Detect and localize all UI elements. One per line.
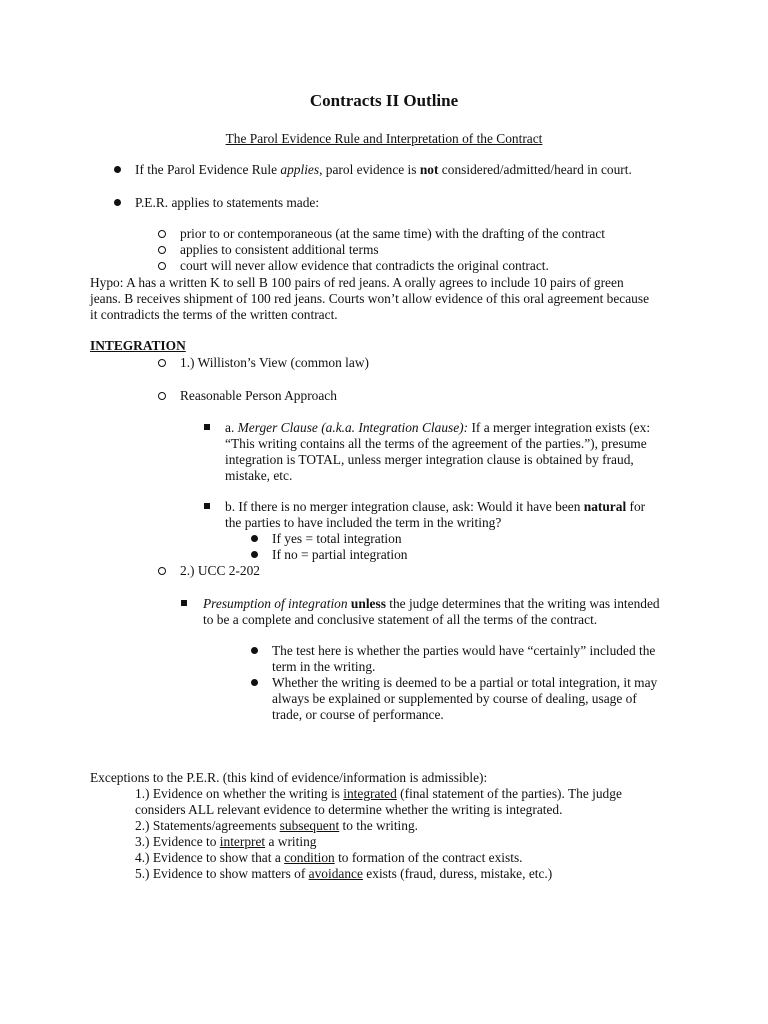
exception-item: 2.) Statements/agreements subsequent to the writing. xyxy=(135,818,419,833)
bullet-icon xyxy=(114,199,121,206)
exception-item: considers ALL relevant evidence to determine whether the writing is integrated. xyxy=(135,802,563,817)
bullet-icon xyxy=(251,535,258,542)
presumption-line: to be a complete and conclusive statement of all the terms of the contract. xyxy=(203,612,598,627)
yes-item: If yes = total integration xyxy=(272,531,402,546)
ucc-item: 2.) UCC 2-202 xyxy=(180,563,260,578)
exceptions-heading: Exceptions to the P.E.R. (this kind of evidence/information is admissible): xyxy=(90,770,488,785)
circle-bullet-icon xyxy=(158,262,166,270)
no-merger-line: the parties to have included the term in the writing? xyxy=(225,515,502,530)
integration-heading: INTEGRATION xyxy=(90,338,186,353)
test-line: term in the writing. xyxy=(272,659,376,674)
merger-clause-line: integration is TOTAL, unless merger integration clause is obtained by fraud, xyxy=(225,452,634,467)
circle-bullet-icon xyxy=(158,246,166,254)
square-bullet-icon xyxy=(181,600,187,606)
presumption-line: Presumption of integration unless the judge determines that the writing was intended xyxy=(203,596,660,611)
test-line: The test here is whether the parties would have “certainly” included the xyxy=(272,643,656,658)
circle-bullet-icon xyxy=(158,230,166,238)
hypo-line: jeans. B receives shipment of 100 red jeans. Courts won’t allow evidence of this oral agreement because xyxy=(90,291,650,306)
sub-item: prior to or contemporaneous (at the same time) with the drafting of the contract xyxy=(180,226,606,241)
circle-bullet-icon xyxy=(158,359,166,367)
square-bullet-icon xyxy=(204,503,210,509)
reasonable-item: Reasonable Person Approach xyxy=(180,388,337,403)
square-bullet-icon xyxy=(204,424,210,430)
williston-item: 1.) Williston’s View (common law) xyxy=(180,355,369,370)
circle-bullet-icon xyxy=(158,392,166,400)
page-title: Contracts II Outline xyxy=(309,91,459,110)
merger-clause-line: a. Merger Clause (a.k.a. Integration Clause): If a merger integration exists (ex: xyxy=(225,420,651,435)
hypo-line: Hypo: A has a written K to sell B 100 pairs of red jeans. A orally agrees to include 10 pairs of green xyxy=(90,275,624,290)
no-item: If no = partial integration xyxy=(272,547,408,562)
merger-clause-line: “This writing contains all the terms of the agreement of the parties.”), presume xyxy=(225,436,647,451)
sub-item: applies to consistent additional terms xyxy=(180,242,379,257)
hypo-line: it contradicts the terms of the written contract. xyxy=(90,307,338,322)
whether-line: Whether the writing is deemed to be a partial or total integration, it may xyxy=(272,675,658,690)
exception-item: 5.) Evidence to show matters of avoidance exists (fraud, duress, mistake, etc.) xyxy=(135,866,553,881)
exception-item: 3.) Evidence to interpret a writing xyxy=(135,834,317,849)
bullet-icon xyxy=(251,551,258,558)
circle-bullet-icon xyxy=(158,567,166,575)
exception-item: 1.) Evidence on whether the writing is integrated (final statement of the parties). The judge xyxy=(135,786,622,801)
no-merger-line: b. If there is no merger integration clause, ask: Would it have been natural for xyxy=(225,499,646,514)
bullet-icon xyxy=(114,166,121,173)
sub-item: court will never allow evidence that contradicts the original contract. xyxy=(180,258,549,273)
merger-clause-line: mistake, etc. xyxy=(225,468,293,483)
bullet-statements: P.E.R. applies to statements made: xyxy=(135,195,320,210)
whether-line: trade, or course of performance. xyxy=(272,707,444,722)
subtitle: The Parol Evidence Rule and Interpretation of the Contract xyxy=(225,131,543,146)
exception-item: 4.) Evidence to show that a condition to formation of the contract exists. xyxy=(135,850,523,865)
bullet-applies: If the Parol Evidence Rule applies, parol evidence is not considered/admitted/heard in court. xyxy=(135,162,632,177)
bullet-icon xyxy=(251,679,258,686)
whether-line: always be explained or supplemented by course of dealing, usage of xyxy=(272,691,637,706)
bullet-icon xyxy=(251,647,258,654)
